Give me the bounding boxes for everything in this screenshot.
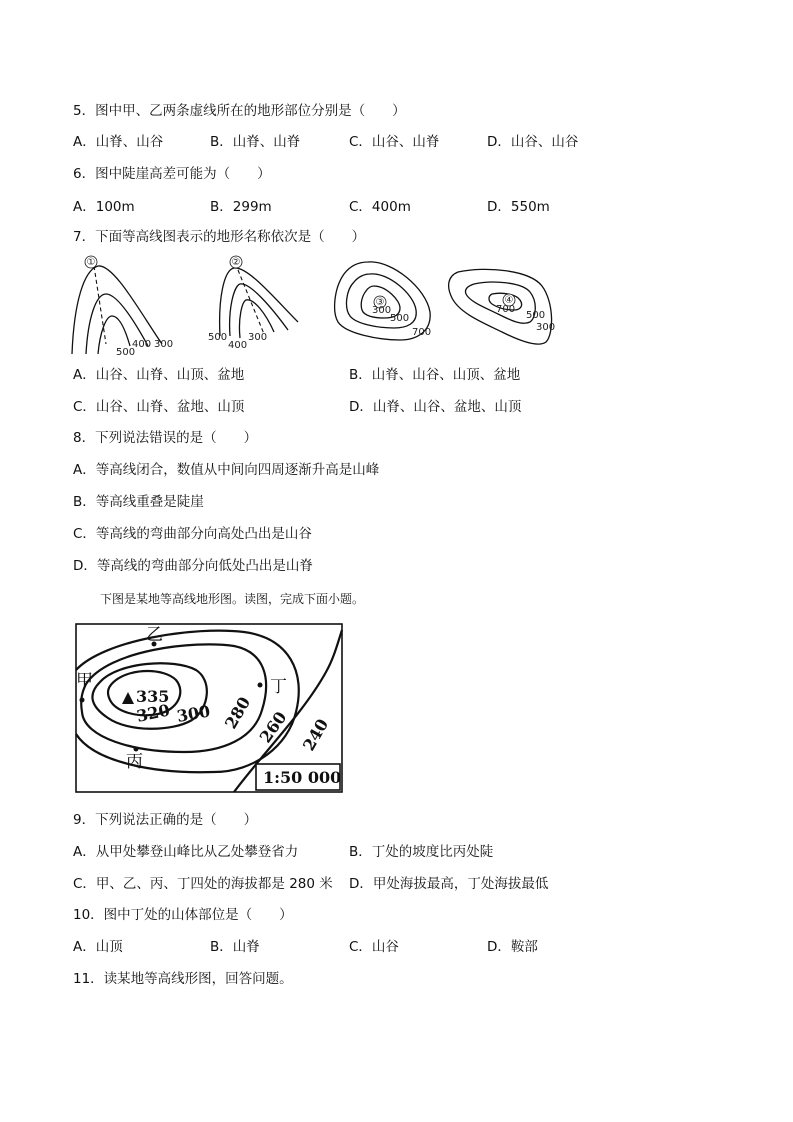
q6-option-d: D．550m xyxy=(487,199,550,215)
map-scale: 1:50 000 xyxy=(263,768,342,787)
q7-stem: 7．下面等高线图表示的地形名称依次是（ ） xyxy=(73,229,366,245)
q5-option-b: B．山脊、山脊 xyxy=(210,134,301,150)
q5-option-d: D．山谷、山谷 xyxy=(487,134,579,150)
q8-option-a: A．等高线闭合，数值从中间向四周逐渐升高是山峰 xyxy=(73,462,380,478)
q10-stem: 10．图中丁处的山体部位是（ ） xyxy=(73,907,293,923)
q7-figure-4-label-300: 300 xyxy=(536,322,556,333)
map-intro: 下图是某地等高线地形图。读图，完成下面小题。 xyxy=(100,592,365,606)
q7-figure-4-label-700: 700 xyxy=(496,304,516,315)
q8-option-c: C．等高线的弯曲部分向高处凸出是山谷 xyxy=(73,526,312,542)
map-point-yi: 乙 xyxy=(146,625,163,645)
q8-option-b: B．等高线重叠是陡崖 xyxy=(73,494,204,510)
q5-option-a: A．山脊、山谷 xyxy=(73,134,164,150)
map-contour-280: 280 xyxy=(221,693,255,732)
q7-option-a: A．山谷、山脊、山顶、盆地 xyxy=(73,367,245,383)
map-point-jia: 甲 xyxy=(76,671,93,691)
q7-figure-3-label-500: 500 xyxy=(390,313,410,324)
q7-figure-2-label-500: 500 xyxy=(208,332,228,343)
q7-figure-4-marker: ④ xyxy=(504,295,514,306)
map-point-bing: 丙 xyxy=(126,752,143,772)
q7-figure-2 xyxy=(206,252,306,352)
q9-option-c: C．甲、乙、丙、丁四处的海拔都是 280 米 xyxy=(73,876,333,892)
q6-option-c: C．400m xyxy=(349,199,411,215)
q7-figure-2-marker: ② xyxy=(231,257,241,268)
map-point-ding: 丁 xyxy=(270,677,287,697)
q5-option-c: C．山谷、山脊 xyxy=(349,134,440,150)
q9-option-b: B．丁处的坡度比丙处陡 xyxy=(349,844,494,860)
q9-option-a: A．从甲处攀登山峰比从乙处攀登省力 xyxy=(73,844,299,860)
map-contour-320: 320 xyxy=(134,700,172,726)
q7-figure-2-label-400: 400 xyxy=(228,340,248,351)
q7-option-b: B．山脊、山谷、山顶、盆地 xyxy=(349,367,521,383)
q11-stem: 11．读某地等高线形图，回答问题。 xyxy=(73,971,293,987)
q8-option-d: D．等高线的弯曲部分向低处凸出是山脊 xyxy=(73,558,313,574)
q7-figure-2-label-300: 300 xyxy=(248,332,268,343)
q7-figure-3-marker: ③ xyxy=(375,297,385,308)
q7-figure-3-label-700: 700 xyxy=(412,327,432,338)
q10-option-a: A．山顶 xyxy=(73,939,123,955)
q7-figure-1-label-400: 400 xyxy=(132,339,152,350)
q10-option-d: D．鞍部 xyxy=(487,939,538,955)
q7-figure-1-label-500: 500 xyxy=(116,347,136,358)
map-contour-240: 240 xyxy=(299,715,333,754)
q6-option-a: A．100m xyxy=(73,199,135,215)
q7-figure-3-label-300: 300 xyxy=(372,305,392,316)
q10-option-b: B．山脊 xyxy=(210,939,260,955)
q7-option-d: D．山脊、山谷、盆地、山顶 xyxy=(349,399,522,415)
q7-figure-1-label-300: 300 xyxy=(154,339,174,350)
q6-option-b: B．299m xyxy=(210,199,272,215)
q7-figure-4-label-500: 500 xyxy=(526,310,546,321)
contour-map xyxy=(74,622,344,794)
q6-stem: 6．图中陡崖高差可能为（ ） xyxy=(73,166,271,182)
q7-figure-4 xyxy=(446,264,558,348)
map-contour-300: 300 xyxy=(175,701,212,726)
map-contour-260: 260 xyxy=(255,708,291,747)
q9-option-d: D．甲处海拔最高，丁处海拔最低 xyxy=(349,876,549,892)
map-summit-label: 335 xyxy=(136,687,170,706)
q10-option-c: C．山谷 xyxy=(349,939,399,955)
q7-option-c: C．山谷、山脊、盆地、山顶 xyxy=(73,399,245,415)
q7-figure-1-marker: ① xyxy=(86,257,96,268)
q7-figure-3 xyxy=(330,258,434,342)
q5-stem: 5．图中甲、乙两条虚线所在的地形部位分别是（ ） xyxy=(73,103,406,119)
q7-figure-1 xyxy=(66,252,186,360)
q8-stem: 8．下列说法错误的是（ ） xyxy=(73,430,258,446)
q9-stem: 9．下列说法正确的是（ ） xyxy=(73,812,258,828)
